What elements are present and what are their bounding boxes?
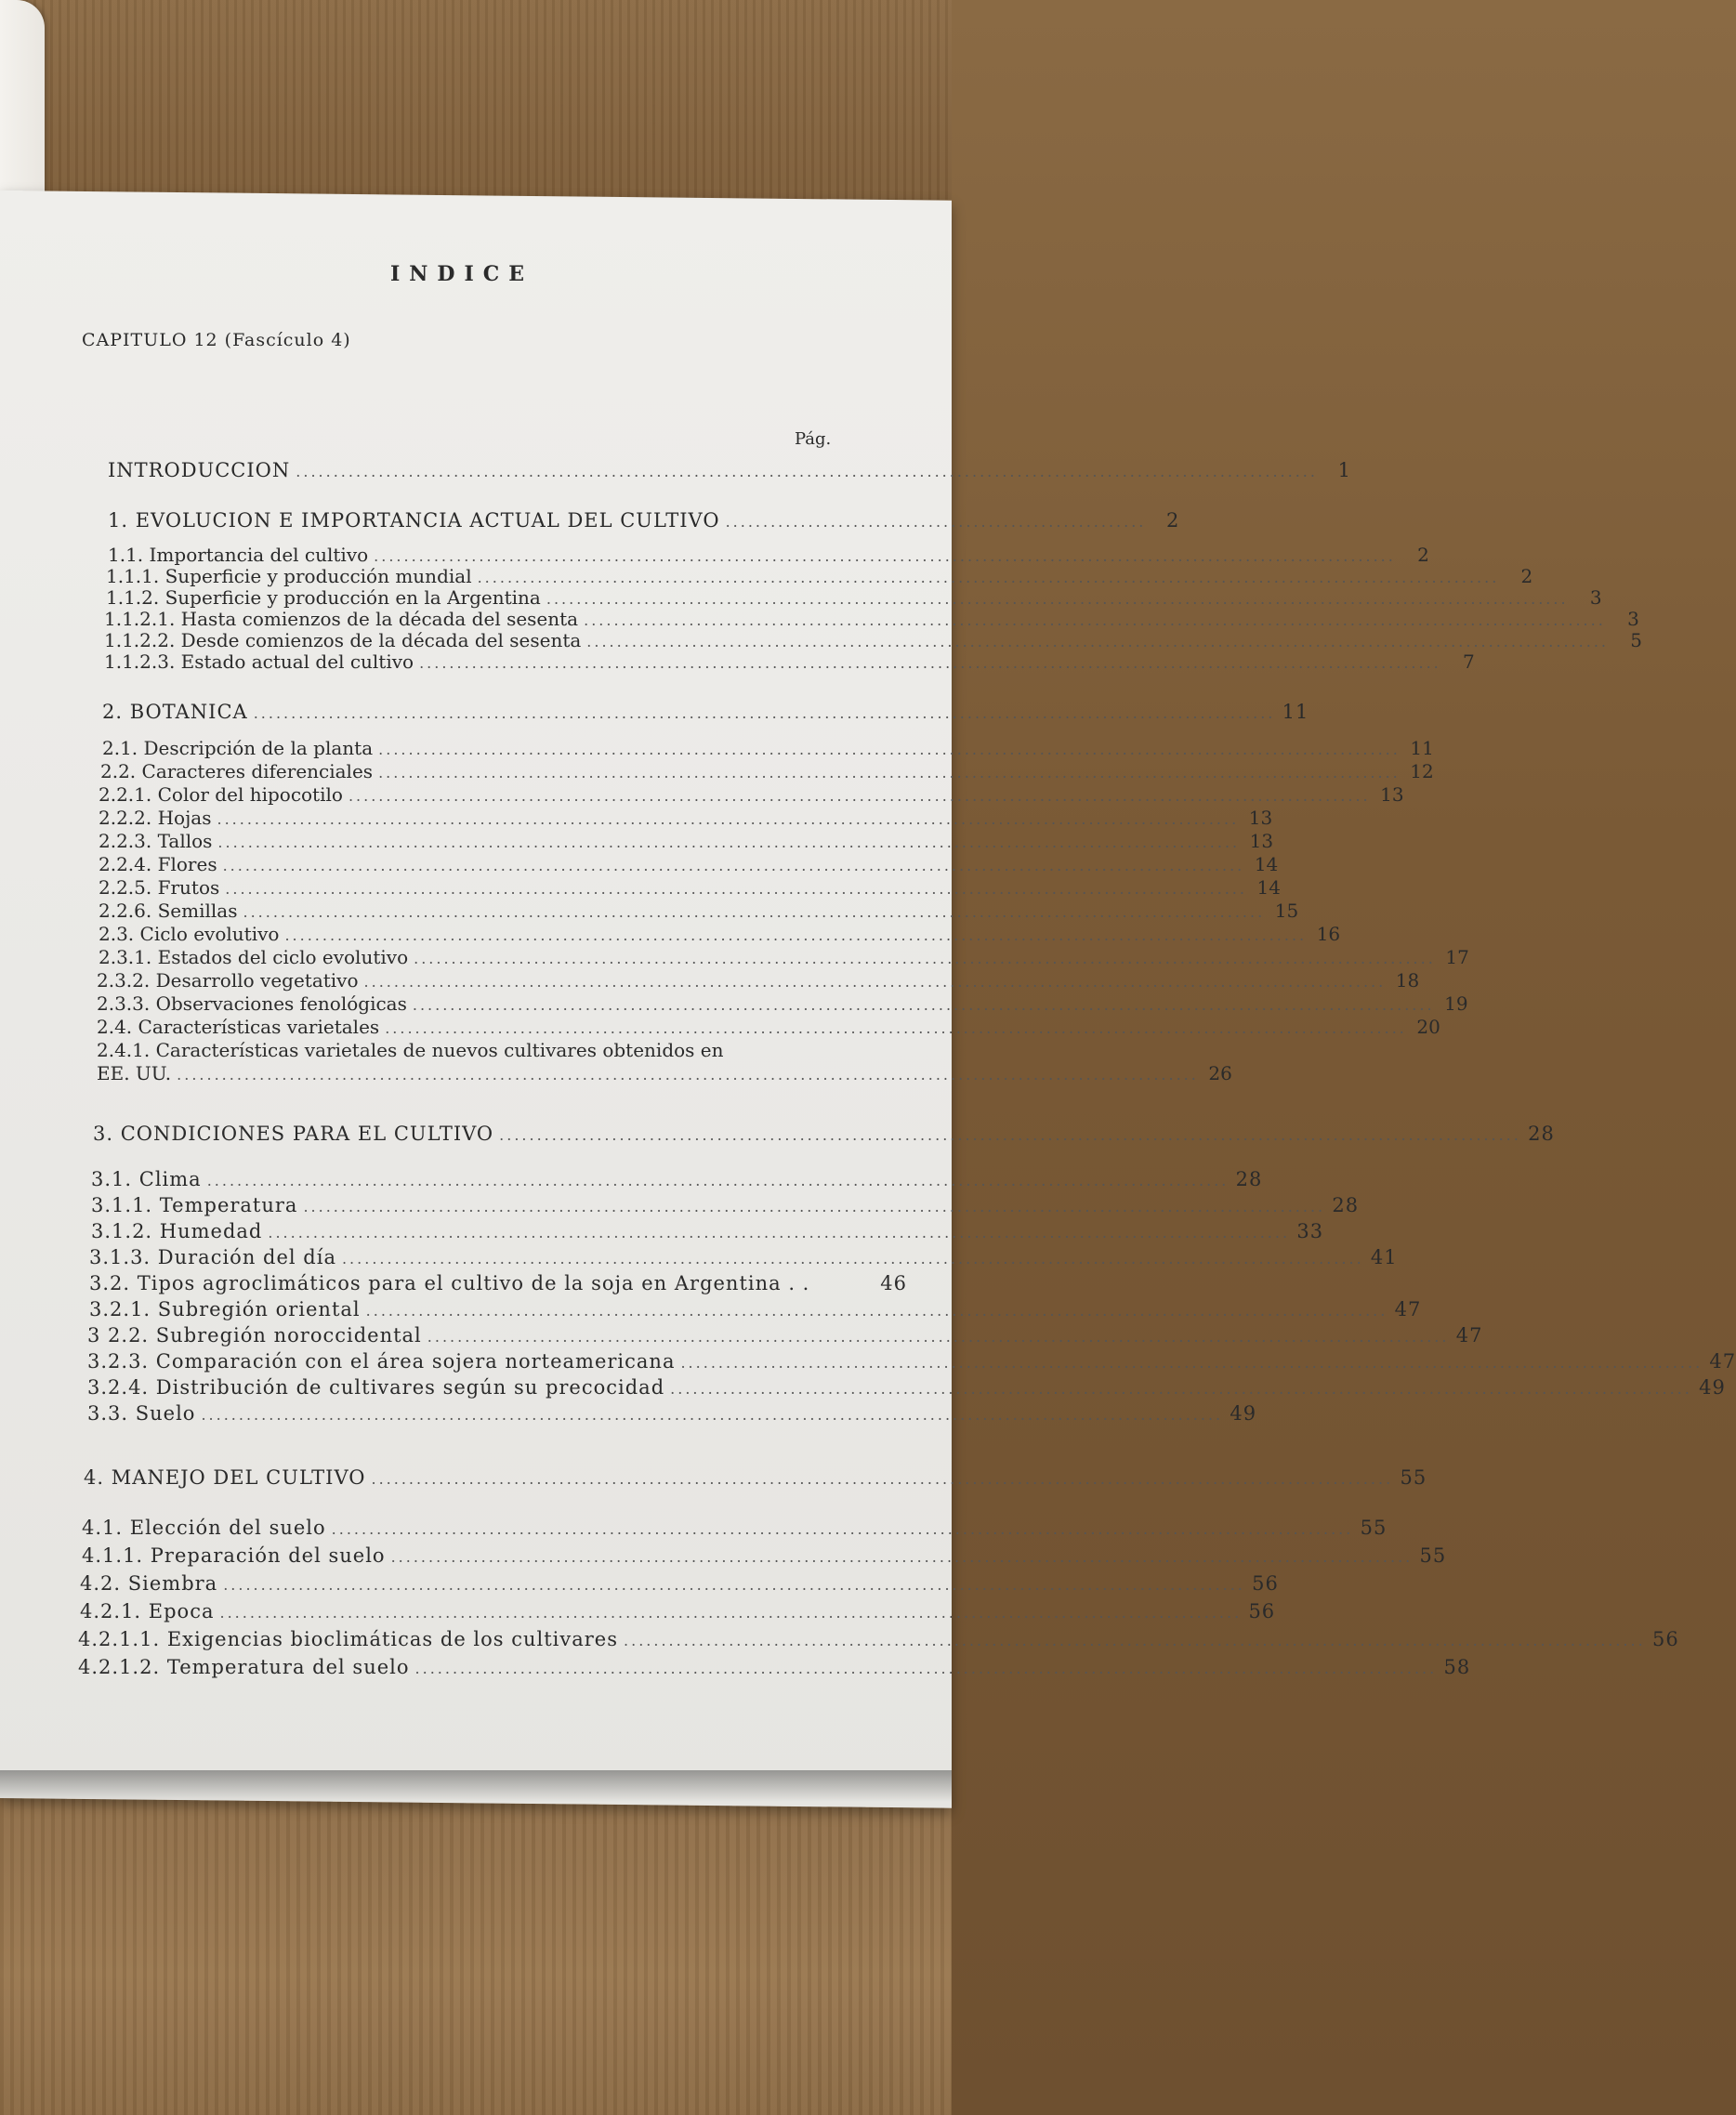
toc-entry: 2.4. Características varietales ........................................................................................................................................ 20 [97, 1016, 1440, 1038]
toc-entry: 1.1.2.1. Hasta comienzos de la década del sesenta ........................................................................................................................................ 3 [104, 608, 1639, 630]
toc-entry: INTRODUCCION ........................................................................................................................................ 1 [108, 459, 1351, 481]
toc-entry: 2.4.1. Características varietales de nuevos cultivares obtenidos en [97, 1039, 724, 1061]
toc-entry: 2.3.1. Estados del ciclo evolutivo ........................................................................................................................................ 17 [99, 946, 1469, 968]
toc-entry: 3.1.2. Humedad ........................................................................................................................................ 33 [91, 1220, 1324, 1242]
toc-entry: 1.1.1. Superficie y producción mundial ........................................................................................................................................ 2 [106, 565, 1533, 587]
toc-entry: 3.1.1. Temperatura ........................................................................................................................................ 28 [91, 1194, 1360, 1216]
wooden-table-bottom [0, 1766, 952, 2115]
toc-entry: 2.2.4. Flores ........................................................................................................................................ 14 [99, 853, 1279, 875]
toc-entry: 4.2. Siembra ........................................................................................................................................ 56 [80, 1572, 1279, 1595]
toc-entry: 2.2.6. Semillas ........................................................................................................................................ 15 [99, 900, 1299, 922]
toc-entry: 2.3. Ciclo evolutivo ........................................................................................................................................ 16 [99, 923, 1341, 945]
toc-entry: 2. BOTANICA ........................................................................................................................................ 11 [102, 701, 1309, 723]
toc-entry: 2.3.3. Observaciones fenológicas ........................................................................................................................................ 19 [97, 992, 1468, 1015]
toc-entry: 2.1. Descripción de la planta ........................................................................................................................................ 11 [102, 737, 1434, 759]
toc-entry: 2.2.1. Color del hipocotilo ........................................................................................................................................ 13 [99, 783, 1404, 806]
toc-entry: 3.2.1. Subregión oriental ........................................................................................................................................ 47 [89, 1298, 1422, 1320]
toc-entry: 4. MANEJO DEL CULTIVO ........................................................................................................................................ 55 [84, 1466, 1427, 1489]
toc-entry: 1.1.2.3. Estado actual del cultivo ........................................................................................................................................ 7 [104, 650, 1475, 673]
toc-entry: 4.1.1. Preparación del suelo ........................................................................................................................................ 55 [82, 1544, 1447, 1567]
toc-entry: 1.1.2.2. Desde comienzos de la década del sesenta ........................................................................................................................................ 5 [104, 629, 1642, 651]
toc-entry: 2.2.2. Hojas ........................................................................................................................................ 13 [99, 807, 1273, 829]
page-column-label: Pág. [795, 429, 832, 449]
toc-entry: 3.1. Clima ........................................................................................................................................ 28 [91, 1168, 1263, 1190]
toc-entry: 2.3.2. Desarrollo vegetativo ........................................................................................................................................ 18 [97, 969, 1420, 992]
toc-entry: 3.2.3. Comparación con el área sojera norteamericana ........................................................................................................................................ 47 [87, 1350, 1736, 1373]
page-shadow [0, 1770, 952, 1802]
toc-entry: 3.1.3. Duración del día ........................................................................................................................................ 41 [89, 1246, 1398, 1268]
toc-entry: 3.3. Suelo ........................................................................................................................................ 49 [87, 1402, 1257, 1425]
index-heading: INDICE [390, 262, 534, 286]
toc-entry: 4.2.1. Epoca ........................................................................................................................................ 56 [80, 1600, 1276, 1622]
toc-entry: EE. UU. ........................................................................................................................................ 26 [97, 1062, 1232, 1084]
toc-entry: 1.1.2. Superficie y producción en la Argentina ........................................................................................................................................ 3 [106, 586, 1602, 609]
toc-entry: 4.2.1.2. Temperatura del suelo ........................................................................................................................................ 58 [78, 1656, 1471, 1678]
toc-entry: 3.2. Tipos agroclimáticos para el cultivo de la soja en Argentina . . 46 [89, 1272, 907, 1294]
toc-entry: 3. CONDICIONES PARA EL CULTIVO ........................................................................................................................................ 28 [93, 1123, 1555, 1145]
toc-entry: 2.2.5. Frutos ........................................................................................................................................ 14 [99, 876, 1281, 899]
toc-entry: 2.2. Caracteres diferenciales ........................................................................................................................................ 12 [100, 760, 1434, 782]
toc-entry: 2.2.3. Tallos ........................................................................................................................................ 13 [99, 830, 1274, 852]
toc-entry: 4.1. Elección del suelo ........................................................................................................................................ 55 [82, 1517, 1387, 1539]
toc-entry: 3 2.2. Subregión noroccidental ........................................................................................................................................ 47 [87, 1324, 1483, 1347]
toc-entry: 1. EVOLUCION E IMPORTANCIA ACTUAL DEL CULTIVO ........................................................ 2 [108, 509, 1180, 532]
toc-entry: 4.2.1.1. Exigencias bioclimáticas de los cultivares ........................................................................................................................................ 56 [78, 1628, 1679, 1650]
wooden-table-top [0, 0, 952, 200]
chapter-heading: CAPITULO 12 (Fascículo 4) [82, 330, 351, 350]
toc-entry: 3.2.4. Distribución de cultivares según su precocidad ........................................................................................................................................ 49 [87, 1376, 1726, 1399]
toc-entry: 1.1. Importancia del cultivo ........................................................................................................................................ 2 [108, 544, 1429, 566]
